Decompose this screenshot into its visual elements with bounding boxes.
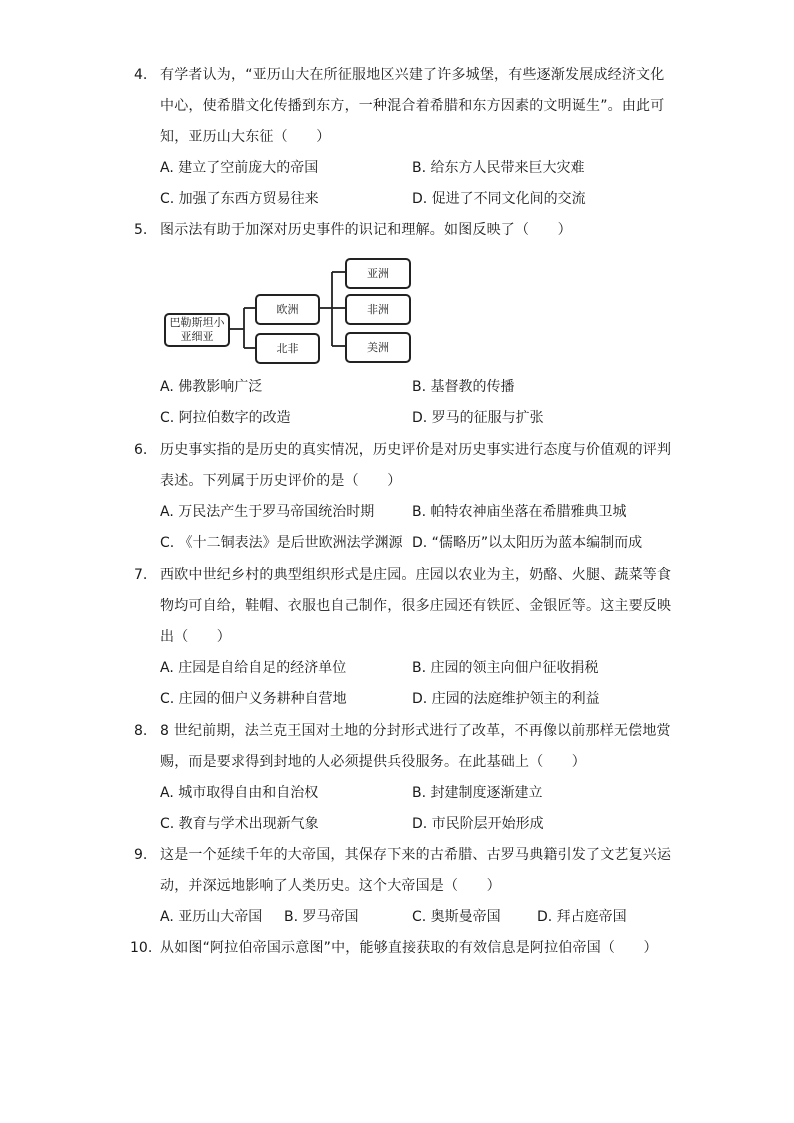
option-a[interactable]: A. 佛教影响广泛 xyxy=(160,379,263,395)
option-a[interactable]: A. 庄园是自给自足的经济单位 xyxy=(160,660,347,676)
question-number: 10. xyxy=(130,940,153,956)
north-africa-label: 北非 xyxy=(276,341,299,355)
question-body xyxy=(160,933,694,964)
question-text-line: 有学者认为，“亚历山大在所征服地区兴建了许多城堡，有些逐渐发展成经济文化 xyxy=(160,67,665,83)
origin-box xyxy=(164,313,230,347)
option-d[interactable]: D. 罗马的征服与扩张 xyxy=(412,410,544,426)
option-a[interactable]: A. 万民法产生于罗马帝国统治时期 xyxy=(160,504,375,520)
question-body xyxy=(160,716,694,840)
asia-label: 亚洲 xyxy=(367,266,389,280)
america-label: 美洲 xyxy=(367,340,389,354)
question-text-line: 物均可自给，鞋帽、衣服也自己制作，很多庄园还有铁匠、金银匠等。这主要反映 xyxy=(160,598,672,614)
question-text-line: 西欧中世纪乡村的典型组织形式是庄园。庄园以农业为主，奶酪、火腿、蔬菜等食 xyxy=(160,567,672,583)
question-text-line: 从如图“阿拉伯帝国示意图”中，能够直接获取的有效信息是阿拉伯帝国（ ） xyxy=(160,940,658,956)
option-c[interactable]: C. 《十二铜表法》是后世欧洲法学渊源 xyxy=(160,535,403,551)
option-c[interactable]: C. 教育与学术出现新气象 xyxy=(160,816,319,832)
question-text-line: 表述。下列属于历史评价的是（ ） xyxy=(160,473,402,489)
option-c[interactable]: C. 奥斯曼帝国 xyxy=(412,909,501,925)
option-a[interactable]: A. 亚历山大帝国 xyxy=(160,909,263,925)
option-d[interactable]: D. “儒略历”以太阳历为蓝本编制而成 xyxy=(412,535,643,551)
question-text-line: 这是一个延续千年的大帝国，其保存下来的古希腊、古罗马典籍引发了文艺复兴运 xyxy=(160,847,672,863)
question-body xyxy=(160,560,694,715)
option-b[interactable]: B. 给东方人民带来巨大灾难 xyxy=(412,160,585,176)
america-box xyxy=(345,332,411,363)
europe-box xyxy=(255,294,320,325)
option-a[interactable]: A. 建立了空前庞大的帝国 xyxy=(160,160,319,176)
question-number: 5. xyxy=(134,222,148,238)
option-c[interactable]: C. 阿拉伯数字的改造 xyxy=(160,410,291,426)
asia-box xyxy=(345,258,411,289)
option-d[interactable]: D. 促进了不同文化间的交流 xyxy=(412,191,586,207)
option-b[interactable]: B. 庄园的领主向佃户征收捐税 xyxy=(412,660,599,676)
option-b[interactable]: B. 帕特农神庙坐落在希腊雅典卫城 xyxy=(412,504,627,520)
options-row xyxy=(160,497,694,528)
options-row xyxy=(160,184,694,215)
options-row xyxy=(160,778,694,809)
question-text-line: 赐，而是要求得到封地的人必须提供兵役服务。在此基础上（ ） xyxy=(160,754,586,770)
spread-diagram xyxy=(164,256,424,366)
question-body xyxy=(160,215,694,246)
question-body xyxy=(160,435,694,559)
option-d[interactable]: D. 庄园的法庭维护领主的利益 xyxy=(412,691,600,707)
options-row xyxy=(160,528,694,559)
question-text-line: 图示法有助于加深对历史事件的识记和理解。如图反映了（ ） xyxy=(160,222,572,238)
option-c[interactable]: C. 庄园的佃户义务耕种自营地 xyxy=(160,691,347,707)
options-row xyxy=(160,902,694,933)
question-body xyxy=(160,372,694,434)
options-row xyxy=(160,372,694,403)
north-africa-box xyxy=(255,333,320,364)
question-number: 9. xyxy=(134,847,148,863)
question-text-line: 出（ ） xyxy=(160,629,231,645)
question-body xyxy=(160,60,694,215)
option-b[interactable]: B. 基督教的传播 xyxy=(412,379,515,395)
question-text-line: 中心，使希腊文化传播到东方，一种混合着希腊和东方因素的文明诞生”。由此可 xyxy=(160,98,665,114)
question-number: 7. xyxy=(134,567,148,583)
option-a[interactable]: A. 城市取得自由和自治权 xyxy=(160,785,319,801)
question-text-line: 8 世纪前期，法兰克王国对土地的分封形式进行了改革，不再像以前那样无偿地赏 xyxy=(160,723,671,739)
question-number: 8. xyxy=(134,723,148,739)
options-row xyxy=(160,684,694,715)
options-row xyxy=(160,809,694,840)
africa-box xyxy=(345,294,411,325)
question-text-line: 知，亚历山大东征（ ） xyxy=(160,129,331,145)
options-row xyxy=(160,653,694,684)
question-text-line: 动，并深远地影响了人类历史。这个大帝国是（ ） xyxy=(160,878,501,894)
options-row xyxy=(160,153,694,184)
option-b[interactable]: B. 封建制度逐渐建立 xyxy=(412,785,543,801)
europe-label: 欧洲 xyxy=(276,302,299,316)
option-d[interactable]: D. 拜占庭帝国 xyxy=(537,909,627,925)
option-c[interactable]: C. 加强了东西方贸易往来 xyxy=(160,191,319,207)
question-number: 4. xyxy=(134,67,148,83)
option-d[interactable]: D. 市民阶层开始形成 xyxy=(412,816,544,832)
question-text-line: 历史事实指的是历史的真实情况，历史评价是对历史事实进行态度与价值观的评判 xyxy=(160,442,672,458)
options-row xyxy=(160,403,694,434)
question-body xyxy=(160,840,694,933)
option-b[interactable]: B. 罗马帝国 xyxy=(284,909,359,925)
question-number: 6. xyxy=(134,442,148,458)
origin-label: 巴勒斯坦小 亚细亚 xyxy=(169,316,225,343)
africa-label: 非洲 xyxy=(367,302,389,316)
